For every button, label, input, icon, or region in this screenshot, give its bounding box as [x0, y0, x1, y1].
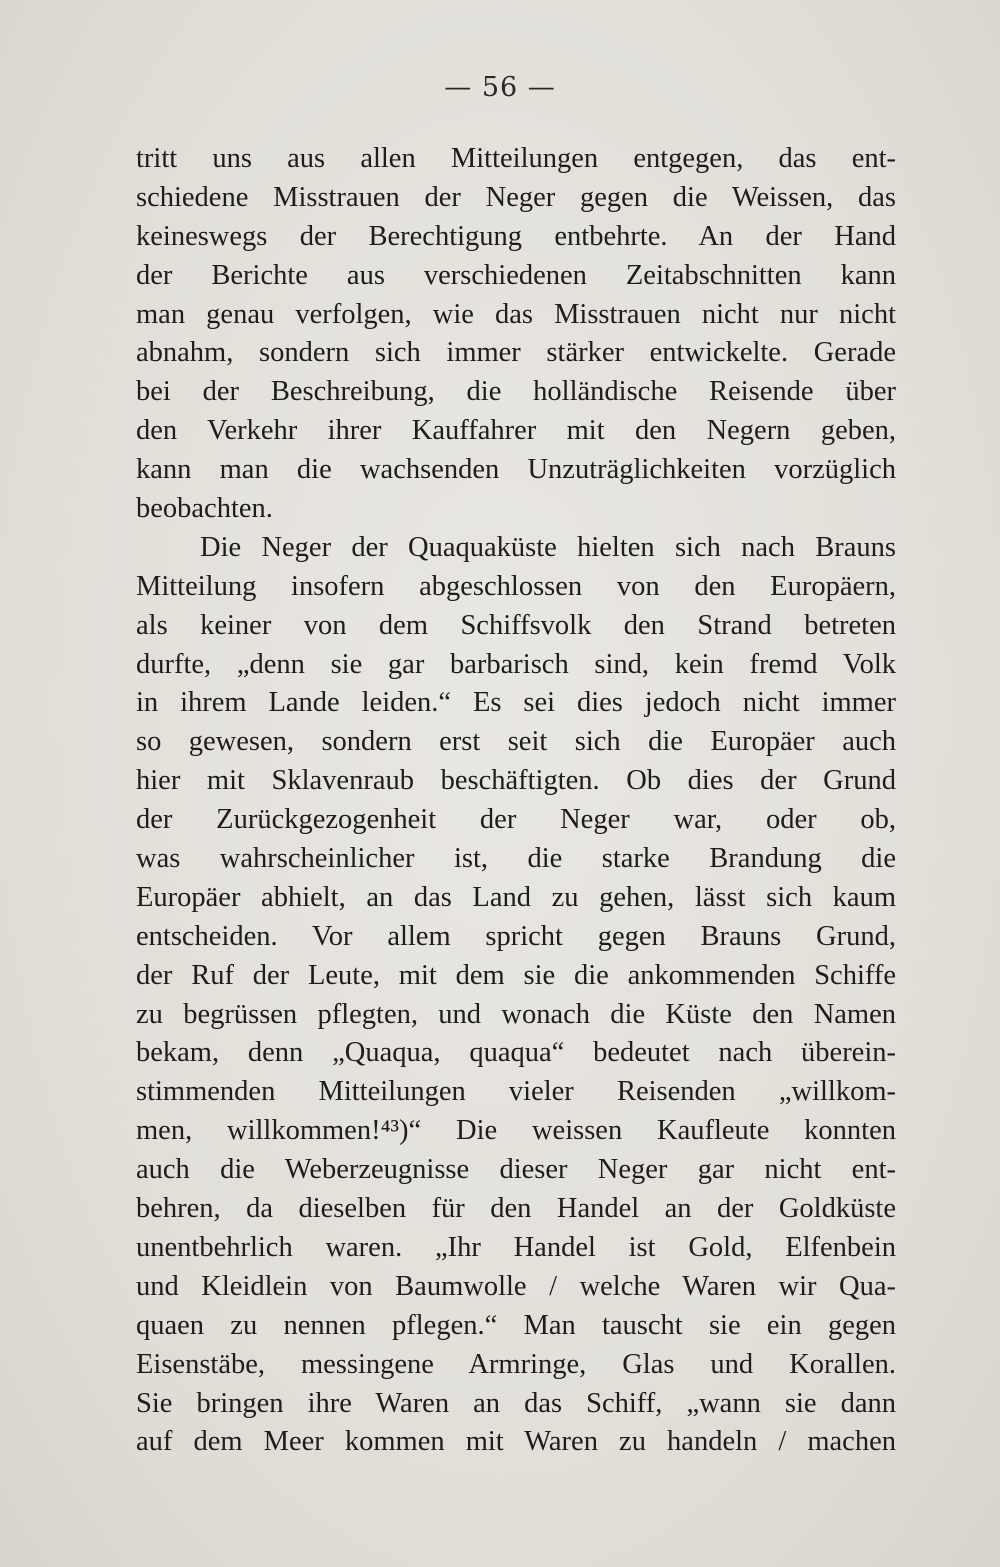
text-line: quaen zu nennen pflegen.“ Man tauscht sie ein gegen [136, 1309, 896, 1341]
text-line: abnahm, sondern sich immer stärker entwickelte. Gerade [136, 337, 896, 369]
page-number: — 56 — [444, 72, 556, 103]
text-line: so gewesen, sondern erst seit sich die Europäer auch [136, 726, 896, 758]
text-line: den Verkehr ihrer Kauffahrer mit den Negern geben, [136, 415, 896, 447]
text-line: man genau verfolgen, wie das Misstrauen nicht nur nicht [136, 298, 896, 330]
text-line: bei der Beschreibung, die holländische Reisende über [136, 376, 896, 408]
text-line: keineswegs der Berechtigung entbehrte. An der Hand [136, 220, 896, 252]
body-text [136, 140, 896, 1462]
text-line: zu begrüssen pflegten, und wonach die Küste den Namen [136, 998, 896, 1030]
text-line: der Zurückgezogenheit der Neger war, oder ob, [136, 804, 896, 836]
text-line: in ihrem Lande leiden.“ Es sei dies jedoch nicht immer [136, 687, 896, 719]
text-line: kann man die wachsenden Unzuträglichkeiten vorzüglich [136, 454, 896, 486]
text-line: auf dem Meer kommen mit Waren zu handeln / machen [136, 1426, 896, 1458]
text-line: der Berichte aus verschiedenen Zeitabschnitten kann [136, 259, 896, 291]
text-line: men, willkommen!⁴³)“ Die weissen Kaufleute konnten [136, 1115, 896, 1147]
text-line: als keiner von dem Schiffsvolk den Strand betreten [136, 609, 896, 641]
text-line: der Ruf der Leute, mit dem sie die ankommenden Schiffe [136, 959, 896, 991]
text-line: bekam, denn „Quaqua, quaqua“ bedeutet nach überein- [136, 1037, 896, 1069]
text-line: auch die Weberzeugnisse dieser Neger gar nicht ent- [136, 1154, 896, 1186]
text-line: und Kleidlein von Baumwolle / welche Waren wir Qua- [136, 1270, 896, 1302]
text-line: beobachten. [136, 493, 273, 525]
text-line: durfte, „denn sie gar barbarisch sind, kein fremd Volk [136, 648, 896, 680]
paragraph-2 [136, 529, 896, 1462]
text-line: Europäer abhielt, an das Land zu gehen, lässt sich kaum [136, 881, 896, 913]
text-line: Sie bringen ihre Waren an das Schiff, „wann sie dann [136, 1387, 896, 1419]
text-line: hier mit Sklavenraub beschäftigten. Ob dies der Grund [136, 765, 896, 797]
text-line: stimmenden Mitteilungen vieler Reisenden „willkom- [136, 1076, 896, 1108]
text-line: tritt uns aus allen Mitteilungen entgegen, das ent- [136, 143, 896, 174]
text-line: Eisenstäbe, messingene Armringe, Glas und Korallen. [136, 1348, 896, 1380]
paragraph-1 [136, 140, 896, 529]
text-line: Mitteilung insofern abgeschlossen von den Europäern, [136, 570, 896, 602]
text-line: unentbehrlich waren. „Ihr Handel ist Gold, Elfenbein [136, 1231, 896, 1263]
text-line: entscheiden. Vor allem spricht gegen Brauns Grund, [136, 920, 896, 952]
text-line: Die Neger der Quaquaküste hielten sich nach Brauns [200, 531, 896, 563]
text-line: behren, da dieselben für den Handel an der Goldküste [136, 1193, 896, 1225]
text-line: was wahrscheinlicher ist, die starke Brandung die [136, 843, 896, 875]
text-line: schiedene Misstrauen der Neger gegen die Weissen, das [136, 181, 896, 213]
